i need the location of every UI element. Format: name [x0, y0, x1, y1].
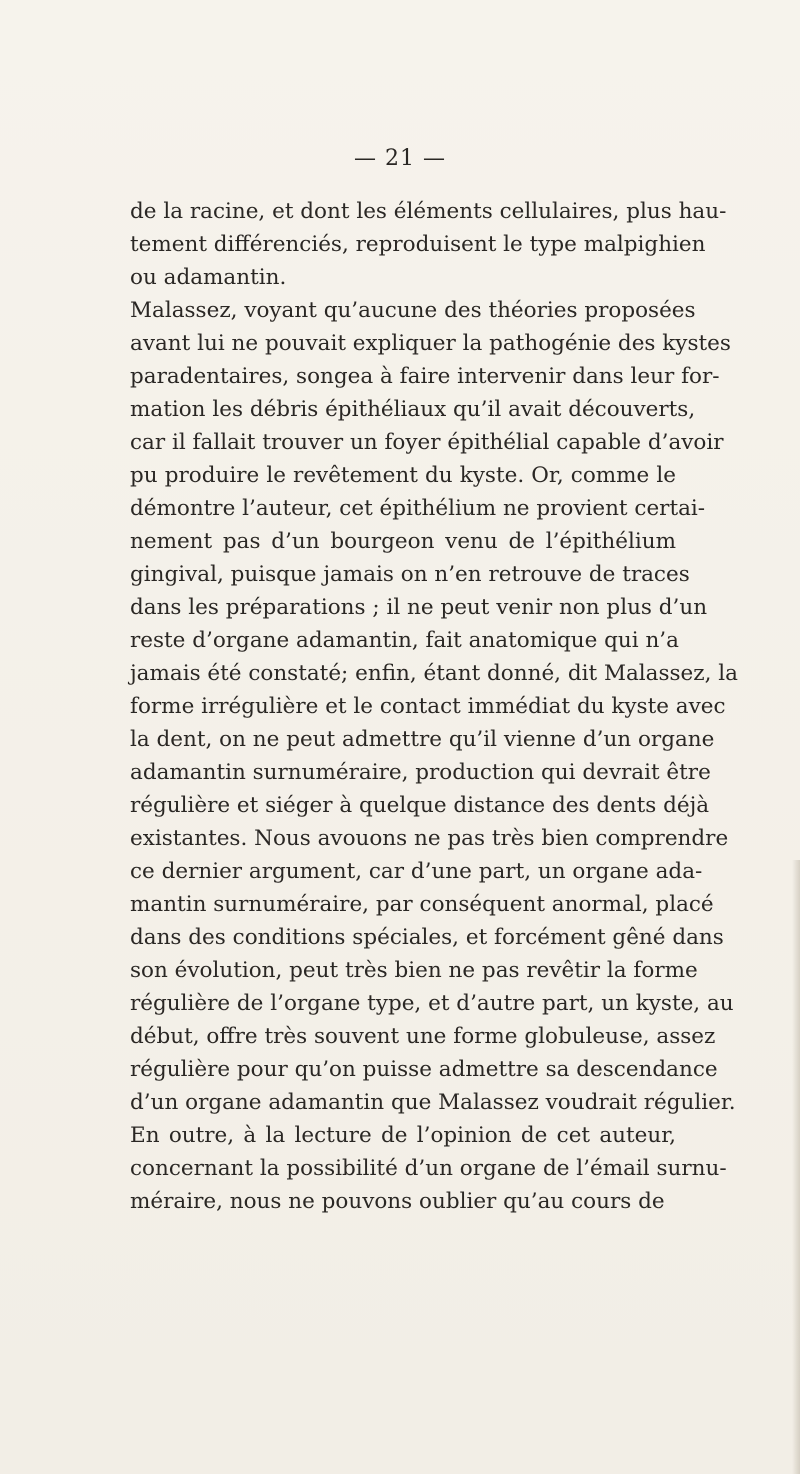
text-line: mation les débris épithéliaux qu’il avait découverts, — [130, 397, 696, 422]
text-line: régulière et siéger à quelque distance des dents déjà — [130, 793, 710, 818]
text-line: existantes. Nous avouons ne pas très bien comprendre — [130, 826, 729, 851]
text-line: tement différenciés, reproduisent le type malpighien — [130, 232, 706, 257]
text-line: la dent, on ne peut admettre qu’il vienne d’un organe — [130, 727, 715, 752]
paragraph-1 — [130, 195, 727, 294]
text-line: ce dernier argument, car d’une part, un organe ada- — [130, 859, 703, 884]
text-line: En outre, à la lecture de l’opinion de cet auteur, — [130, 1123, 676, 1148]
text-line: début, offre très souvent une forme globuleuse, assez — [130, 1024, 716, 1049]
text-line: reste d’organe adamantin, fait anatomique qui n’a — [130, 628, 679, 653]
text-line: dans des conditions spéciales, et forcément gêné dans — [130, 925, 724, 950]
text-line: régulière de l’organe type, et d’autre part, un kyste, au — [130, 991, 734, 1016]
text-line: jamais été constaté; enfin, étant donné, dit Malassez, la — [130, 661, 738, 686]
text-line: gingival, puisque jamais on n’en retrouve de traces — [130, 562, 690, 587]
page-edge-shadow — [792, 860, 800, 1474]
text-line: régulière pour qu’on puisse admettre sa descendance — [130, 1057, 718, 1082]
text-line: mantin surnuméraire, par conséquent anormal, placé — [130, 892, 714, 917]
text-line: paradentaires, songea à faire intervenir dans leur for- — [130, 364, 720, 389]
text-line: démontre l’auteur, cet épithélium ne provient certai- — [130, 496, 706, 521]
text-line: nement pas d’un bourgeon venu de l’épithélium — [130, 529, 676, 554]
text-line: méraire, nous ne pouvons oublier qu’au cours de — [130, 1189, 665, 1214]
text-line: d’un organe adamantin que Malassez voudrait régulier. — [130, 1090, 736, 1115]
text-line: pu produire le revêtement du kyste. Or, comme le — [130, 463, 676, 488]
text-line: de la racine, et dont les éléments cellulaires, plus hau- — [130, 199, 727, 224]
text-line: avant lui ne pouvait expliquer la pathogénie des kystes — [130, 331, 731, 356]
body-text — [130, 195, 738, 1218]
text-line: dans les préparations ; il ne peut venir non plus d’un — [130, 595, 708, 620]
paragraph-2 — [130, 294, 738, 1218]
text-line: forme irrégulière et le contact immédiat du kyste avec — [130, 694, 726, 719]
text-line: Malassez, voyant qu’aucune des théories proposées — [130, 298, 696, 323]
text-line: concernant la possibilité d’un organe de l’émail surnu- — [130, 1156, 727, 1181]
text-line: adamantin surnuméraire, production qui devrait être — [130, 760, 711, 785]
text-line: car il fallait trouver un foyer épithélial capable d’avoir — [130, 430, 724, 455]
text-line: son évolution, peut très bien ne pas revêtir la forme — [130, 958, 698, 983]
page-number: — 21 — — [354, 146, 446, 171]
text-line: ou adamantin. — [130, 265, 287, 290]
